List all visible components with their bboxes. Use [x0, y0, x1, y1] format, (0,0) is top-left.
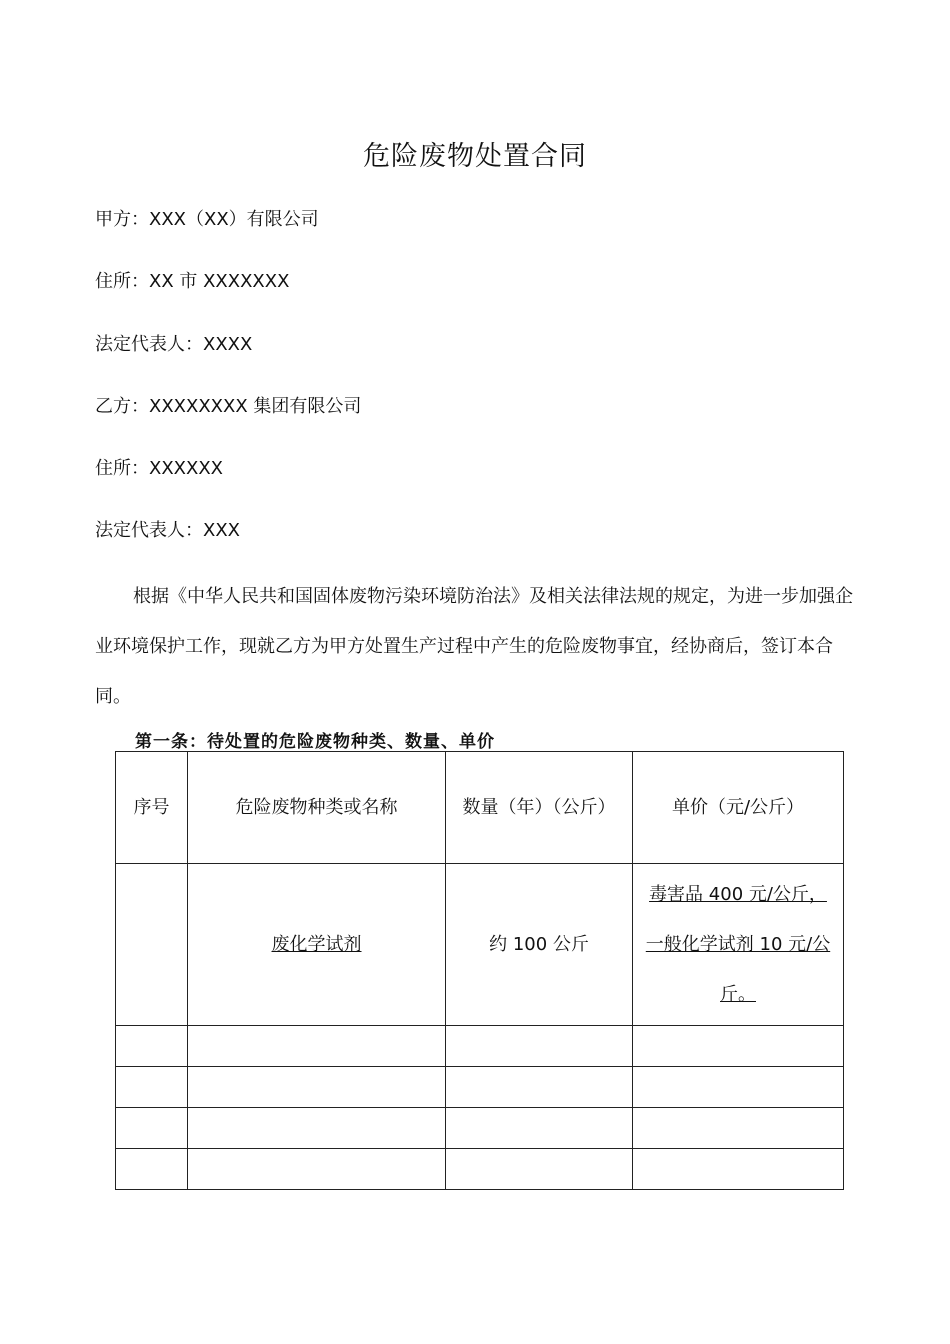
table-cell	[633, 1108, 844, 1149]
table-row	[116, 1108, 844, 1149]
table-cell: 约 100 公斤	[446, 864, 633, 1026]
header-cell-waste-type: 危险废物种类或名称	[188, 752, 446, 864]
party-b-address: 住所：XXXXXX	[95, 458, 223, 479]
party-a-name: 甲方：XXX（XX）有限公司	[95, 209, 319, 230]
table-cell	[188, 1026, 446, 1067]
table-cell	[188, 864, 446, 1026]
table-cell	[188, 1108, 446, 1149]
table-cell	[633, 1026, 844, 1067]
table-cell	[446, 1067, 633, 1108]
party-b-representative: 法定代表人：XXX	[95, 520, 240, 541]
table-row	[116, 1067, 844, 1108]
table-header-row	[116, 752, 844, 864]
table-cell	[188, 1067, 446, 1108]
header-cell-unit-price: 单价（元/公斤）	[633, 752, 844, 864]
table-row	[116, 1149, 844, 1190]
article-1-title: 第一条：待处置的危险废物种类、数量、单价	[135, 732, 495, 752]
table-cell	[446, 1108, 633, 1149]
waste-name: 废化学试剂	[271, 933, 362, 955]
table-cell	[116, 1108, 188, 1149]
header-cell-index: 序号	[116, 752, 188, 864]
table-row	[116, 864, 844, 1026]
table-cell	[116, 1067, 188, 1108]
table-cell	[116, 864, 188, 1026]
table-cell	[188, 1149, 446, 1190]
table-cell	[446, 1026, 633, 1067]
party-a-address: 住所：XX 市 XXXXXXX	[95, 271, 290, 292]
table-cell	[116, 1026, 188, 1067]
document-title: 危险废物处置合同	[363, 141, 587, 172]
header-cell-quantity: 数量（年）（公斤）	[446, 752, 633, 864]
table-cell	[633, 864, 844, 1026]
party-b-name: 乙方：XXXXXXXX 集团有限公司	[95, 396, 362, 417]
table-cell	[633, 1067, 844, 1108]
unit-price-text: 毒害品 400 元/公斤，一般化学试剂 10 元/公斤。	[645, 883, 831, 1005]
table-cell	[446, 1149, 633, 1190]
table-cell	[633, 1149, 844, 1190]
party-a-representative: 法定代表人：XXXX	[95, 334, 253, 355]
waste-table	[115, 751, 844, 1190]
intro-paragraph: 根据《中华人民共和国固体废物污染环境防治法》及相关法律法规的规定，为进一步加强企业环境保护工作，现就乙方为甲方处置生产过程中产生的危险废物事宜，经协商后，签订本合同。	[95, 586, 853, 707]
table-cell	[116, 1149, 188, 1190]
table-row	[116, 1026, 844, 1067]
